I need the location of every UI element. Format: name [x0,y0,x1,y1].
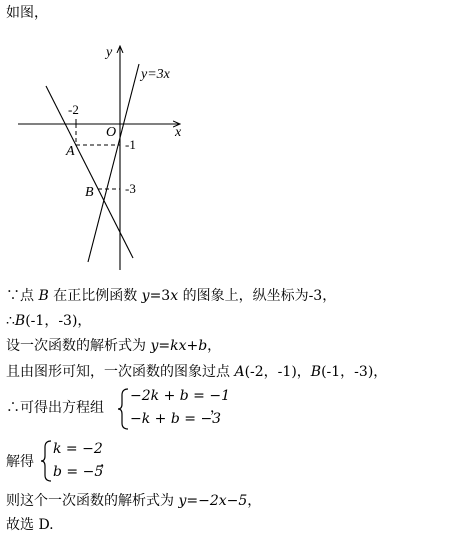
tick-label-neg3: -3 [125,181,136,196]
point-a-label: A [66,144,75,159]
line-5-lead: ∴可得出方程组 [6,400,104,416]
tick-label-neg2: -2 [68,102,79,117]
line-7: 则这个一次函数的解析式为 y=−2x−5， [6,493,262,509]
brace-1 [117,387,131,431]
system-2-tail: ， [100,454,114,470]
line-3: 设一次函数的解析式为 y=kx+b， [6,338,222,354]
tick-label-neg1: -1 [125,137,136,152]
system-1-eq2: −k + b = −3 [130,411,222,427]
system-2-eq1: k = −2 [53,441,103,457]
y-axis-label: y [106,45,113,60]
point-b-label: B [85,185,94,200]
line-1: ∵点 B 在正比例函数 y=3x 的图象上，纵坐标为-3， [6,288,337,304]
line-2: ∴B(-1，-3)， [6,313,92,329]
line-4: 且由图形可知，一次函数的图象过点 A(-2，-1)，B(-1，-3)， [6,364,388,380]
origin-label: O [106,125,117,140]
system-1-tail: ， [210,400,224,416]
line-8: 故选 D. [6,517,54,533]
line-y-3x [88,64,139,262]
system-1-eq1: −2k + b = −1 [130,388,230,404]
brace-2 [40,439,54,483]
x-axis-label: x [175,125,182,140]
line-6-lead: 解得 [6,454,34,470]
line-label: y=3x [141,67,170,82]
system-2-eq2: b = −5 [53,464,104,480]
intro-text: 如图， [6,5,48,21]
